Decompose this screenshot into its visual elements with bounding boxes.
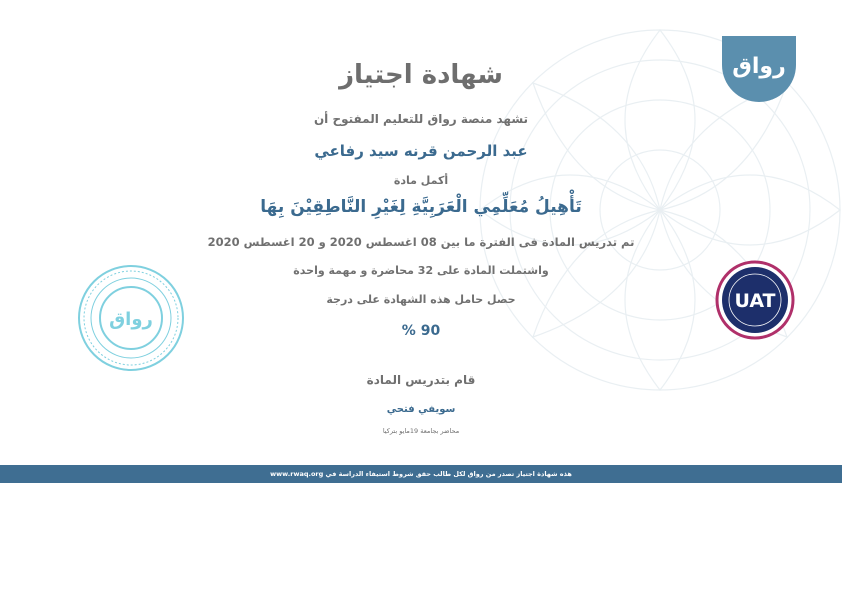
stamp-text: رواق bbox=[109, 309, 153, 330]
rwaq-stamp-seal bbox=[77, 264, 185, 372]
course-period: تم تدريس المادة فى الفترة ما بين 08 اغسطس 2020 و 20 اغسطس 2020 bbox=[207, 235, 635, 249]
uat-logo-text: UAT bbox=[734, 290, 776, 312]
certificate-title: شهادة اجتياز bbox=[339, 60, 503, 90]
issuer-line: تشهد منصة رواق للتعليم المفتوح أن bbox=[313, 112, 529, 126]
recipient-name: عبد الرحمن قرنه سيد رفاعي bbox=[314, 142, 528, 160]
uat-partner-logo bbox=[715, 260, 795, 340]
grade-value: % 90 bbox=[401, 323, 441, 339]
course-title: تَأْهِيلُ مُعَلِّمِي الْعَرَبِيَّةِ لِغَيْرِ النَّاطِقِيْنَ بِهَا bbox=[260, 197, 582, 217]
course-content: واشتملت المادة على 32 محاضرة و مهمة واحدة bbox=[293, 264, 549, 277]
footer-bar bbox=[0, 465, 842, 483]
taught-by-label: قام بتدريس المادة bbox=[366, 373, 476, 387]
completed-label: أكمل مادة bbox=[393, 174, 449, 187]
footer-note: هذه شهادة اجتياز تصدر من رواق لكل طالب حقق شروط استيفاء الدراسة في www.rwaq.org bbox=[270, 470, 572, 478]
instructor-name: سويفي فتحي bbox=[386, 404, 456, 415]
rwaq-logo-text: رواق bbox=[732, 53, 786, 79]
grade-label: حصل حامل هذه الشهادة على درجة bbox=[326, 293, 516, 306]
instructor-title: محاضر بجامعة 19مايو بتركيا bbox=[382, 427, 460, 435]
